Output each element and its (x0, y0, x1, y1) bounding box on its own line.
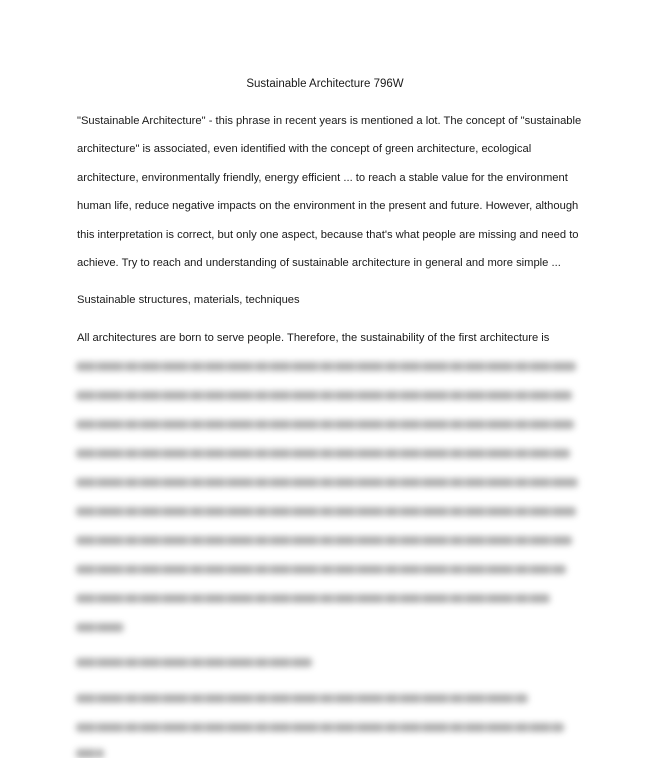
section-heading: Sustainable structures, materials, techniques (77, 294, 300, 306)
document-title: Sustainable Architecture 796W (246, 78, 404, 90)
blurred-line (76, 362, 576, 371)
blurred-line (76, 749, 104, 758)
blurred-line (76, 449, 570, 458)
intro-line-6: achieve. Try to reach and understanding of sustainable architecture in general and more simple ... (77, 257, 561, 269)
blurred-line (76, 420, 574, 429)
intro-line-4: human life, reduce negative impacts on the environment in the present and future. However, although (77, 200, 579, 212)
intro-line-5: this interpretation is correct, but only one aspect, because that's what people are missing and need to (77, 229, 579, 241)
section-first-line: All architectures are born to serve people. Therefore, the sustainability of the first architecture is (77, 332, 550, 344)
intro-line-3: architecture, environmentally friendly, energy efficient ... to reach a stable value for the environment (77, 172, 568, 184)
blurred-line (76, 391, 572, 400)
blurred-line (76, 507, 576, 516)
intro-line-1: "Sustainable Architecture" - this phrase in recent years is mentioned a lot. The concept of "sustainable (77, 115, 582, 127)
blurred-line (76, 594, 550, 603)
blurred-line (76, 478, 578, 487)
blurred-line (76, 536, 572, 545)
blurred-content (70, 350, 590, 750)
blurred-line (76, 694, 528, 703)
blurred-heading (76, 658, 312, 667)
intro-line-2: architecture" is associated, even identified with the concept of green architecture, ecological (77, 143, 532, 155)
blurred-line (76, 565, 566, 574)
blurred-line (76, 623, 124, 632)
blurred-line (76, 723, 564, 732)
